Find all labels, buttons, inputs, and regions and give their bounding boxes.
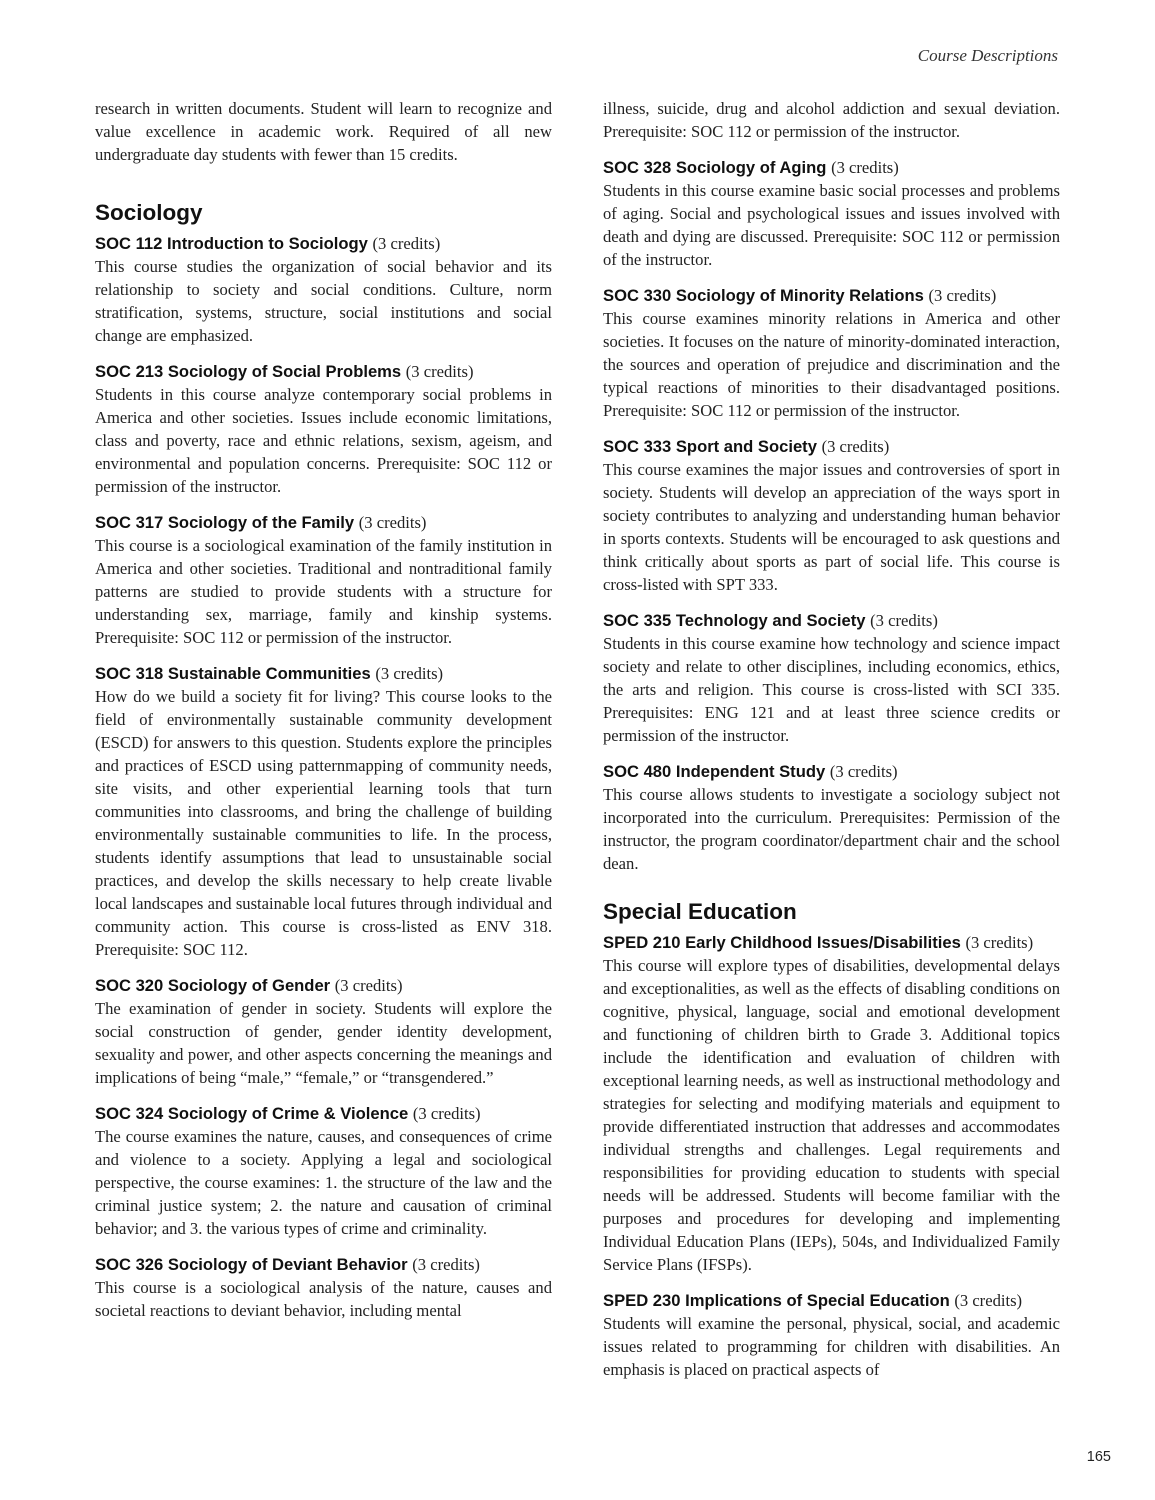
course-credits: (3 credits) bbox=[412, 1104, 481, 1123]
course-credits: (3 credits) bbox=[829, 762, 898, 781]
right-column bbox=[603, 97, 1060, 1394]
course-name: SOC 326 Sociology of Deviant Behavior bbox=[95, 1255, 408, 1274]
course-entry bbox=[603, 609, 1060, 747]
course-credits: (3 credits) bbox=[375, 664, 444, 683]
course-credits: (3 credits) bbox=[928, 286, 997, 305]
course-credits: (3 credits) bbox=[870, 611, 938, 630]
course-name: SOC 335 Technology and Society bbox=[603, 611, 866, 630]
course-description: Students in this course examine how technology and science impact society and relate to other disciplines, including economics, ethics, the arts and religion. This course is cross-listed with SCI 335. Prerequisites: ENG 121 and at least three science credits or permission of the instructor. bbox=[603, 634, 1060, 745]
course-title bbox=[95, 974, 552, 997]
course-credits: (3 credits) bbox=[954, 1291, 1023, 1310]
course-description: This course is a sociological analysis of the nature, causes and societal reactions to deviant behavior, including mental bbox=[95, 1278, 552, 1320]
course-entry bbox=[95, 1102, 552, 1240]
course-title bbox=[95, 511, 552, 534]
course-title bbox=[95, 360, 552, 383]
course-entry bbox=[95, 360, 552, 498]
course-description: The examination of gender in society. Students will explore the social construction of gender, gender identity development, sexuality and power, and other aspects concerning the meanings and implications of being “male,” “female,” or “transgendered.” bbox=[95, 999, 552, 1087]
course-credits: (3 credits) bbox=[965, 933, 1034, 952]
course-entry bbox=[603, 1289, 1060, 1381]
course-description: How do we build a society fit for living? This course looks to the field of environmentally sustainable community development (ESCD) for answers to this question. Students explore the principles and practices of ESCD using patternmapping of community needs, site visits, and other experiential learning tools that turn communities into classrooms, and bring the challenge of building environmentally sustainable communities to life. In the process, students identify assumptions that lead to unsustainable social practices, and develop the skills necessary to help create livable local landscapes and sustainable local futures through individual and community action. This course is cross-listed as ENV 318. Prerequisite: SOC 112. bbox=[95, 687, 552, 959]
course-entry bbox=[603, 284, 1060, 422]
course-description: Students in this course examine basic social processes and problems of aging. Social and psychological issues and issues involved with death and dying are discussed. Prerequisite: SOC 112 or permission of the instructor. bbox=[603, 181, 1060, 269]
course-name: SPED 230 Implications of Special Education bbox=[603, 1291, 950, 1310]
course-title bbox=[603, 760, 1060, 783]
course-credits: (3 credits) bbox=[372, 234, 441, 253]
course-name: SOC 213 Sociology of Social Problems bbox=[95, 362, 402, 381]
course-entry bbox=[95, 1253, 552, 1322]
course-description: This course studies the organization of social behavior and its relationship to society and social conditions. Culture, norm stratification, systems, structure, social institutions and social change are emphasized. bbox=[95, 257, 552, 345]
course-title bbox=[95, 1253, 552, 1276]
course-description: Students will examine the personal, physical, social, and academic issues related to programming for children with disabilities. An emphasis is placed on practical aspects of bbox=[603, 1314, 1060, 1379]
course-name: SPED 210 Early Childhood Issues/Disabilities bbox=[603, 933, 961, 952]
course-credits: (3 credits) bbox=[412, 1255, 480, 1274]
course-title bbox=[603, 435, 1060, 458]
course-entry bbox=[95, 511, 552, 649]
section-heading-sociology: Sociology bbox=[95, 200, 203, 225]
left-column bbox=[95, 97, 552, 1335]
course-entry bbox=[95, 232, 552, 347]
course-name: SOC 324 Sociology of Crime & Violence bbox=[95, 1104, 409, 1123]
course-credits: (3 credits) bbox=[405, 362, 474, 381]
course-name: SOC 333 Sport and Society bbox=[603, 437, 817, 456]
course-title bbox=[603, 284, 1060, 307]
course-entry bbox=[603, 435, 1060, 596]
course-name: SOC 318 Sustainable Communities bbox=[95, 664, 371, 683]
course-entry bbox=[603, 931, 1060, 1276]
course-title bbox=[95, 1102, 552, 1125]
course-title bbox=[95, 232, 552, 255]
course-description: This course is a sociological examination of the family institution in America and other societies. Traditional and nontraditional family patterns are studied to provide students with a structure for understanding sex, marriage, family and kinship systems. Prerequisite: SOC 112 or permission of the instructor. bbox=[95, 536, 552, 647]
course-title bbox=[603, 156, 1060, 179]
course-entry bbox=[603, 156, 1060, 271]
course-title bbox=[603, 1289, 1060, 1312]
course-description: The course examines the nature, causes, and consequences of crime and violence to a society. Applying a legal and sociological perspective, the course examines: 1. the structure of the law and the criminal justice system; 2. the nature and causation of criminal behavior; and 3. the various types of crime and criminality. bbox=[95, 1127, 552, 1238]
course-credits: (3 credits) bbox=[821, 437, 890, 456]
course-description: This course examines minority relations in America and other societies. It focuses on the nature of minority-dominated interaction, the sources and operation of prejudice and discrimination and the typical reactions of minorities to their disadvantaged positions. Prerequisite: SOC 112 or permission of the instructor. bbox=[603, 309, 1060, 420]
course-title bbox=[603, 609, 1060, 632]
course-name: SOC 330 Sociology of Minority Relations bbox=[603, 286, 924, 305]
course-name: SOC 320 Sociology of Gender bbox=[95, 976, 331, 995]
course-title bbox=[95, 662, 552, 685]
right-intro-paragraph: illness, suicide, drug and alcohol addiction and sexual deviation. Prerequisite: SOC 112 or permission of the instructor. bbox=[603, 99, 1060, 141]
course-credits: (3 credits) bbox=[831, 158, 899, 177]
course-description: This course examines the major issues and controversies of sport in society. Students will develop an appreciation of the ways sport in society contributes to analyzing and understanding human behavior in sports contexts. Students will be encouraged to ask questions and think critically about sports as part of social life. This course is cross-listed with SPT 333. bbox=[603, 460, 1060, 594]
course-description: Students in this course analyze contemporary social problems in America and other societies. Issues include economic limitations, class and poverty, race and ethnic relations, sexism, ageism, and environmental and population concerns. Prerequisite: SOC 112 or permission of the instructor. bbox=[95, 385, 552, 496]
course-name: SOC 328 Sociology of Aging bbox=[603, 158, 827, 177]
section-heading-special-education: Special Education bbox=[603, 899, 797, 924]
course-title bbox=[603, 931, 1060, 954]
course-description: This course allows students to investigate a sociology subject not incorporated into the curriculum. Prerequisites: Permission of the instructor, the program coordinator/department chair and the school dean. bbox=[603, 785, 1060, 873]
course-name: SOC 112 Introduction to Sociology bbox=[95, 234, 368, 253]
course-entry bbox=[95, 662, 552, 961]
left-intro-paragraph: research in written documents. Student will learn to recognize and value excellence in academic work. Required of all new undergraduate day students with fewer than 15 credits. bbox=[95, 99, 552, 164]
course-entry bbox=[603, 760, 1060, 875]
running-head: Course Descriptions bbox=[917, 46, 1058, 65]
course-name: SOC 480 Independent Study bbox=[603, 762, 826, 781]
course-credits: (3 credits) bbox=[334, 976, 403, 995]
course-entry bbox=[95, 974, 552, 1089]
page-number: 165 bbox=[1086, 1449, 1111, 1465]
course-credits: (3 credits) bbox=[358, 513, 427, 532]
course-description: This course will explore types of disabilities, developmental delays and exceptionalities, as well as the effects of disabling conditions on cognitive, physical, language, social and emotional development and functioning of children birth to Grade 3. Additional topics include the identification and evaluation of children with exceptional learning needs, as well as instructional methodology and strategies for selecting and modifying materials and equipment to provide differentiated instruction that addresses and accommodates individual strengths and challenges. Legal requirements and responsibilities for providing education to students with special needs will be addressed. Students will become familiar with the purposes and procedures for developing and implementing Individual Education Plans (IEPs), 504s, and Individualized Family Service Plans (IFSPs). bbox=[603, 956, 1060, 1274]
course-name: SOC 317 Sociology of the Family bbox=[95, 513, 355, 532]
